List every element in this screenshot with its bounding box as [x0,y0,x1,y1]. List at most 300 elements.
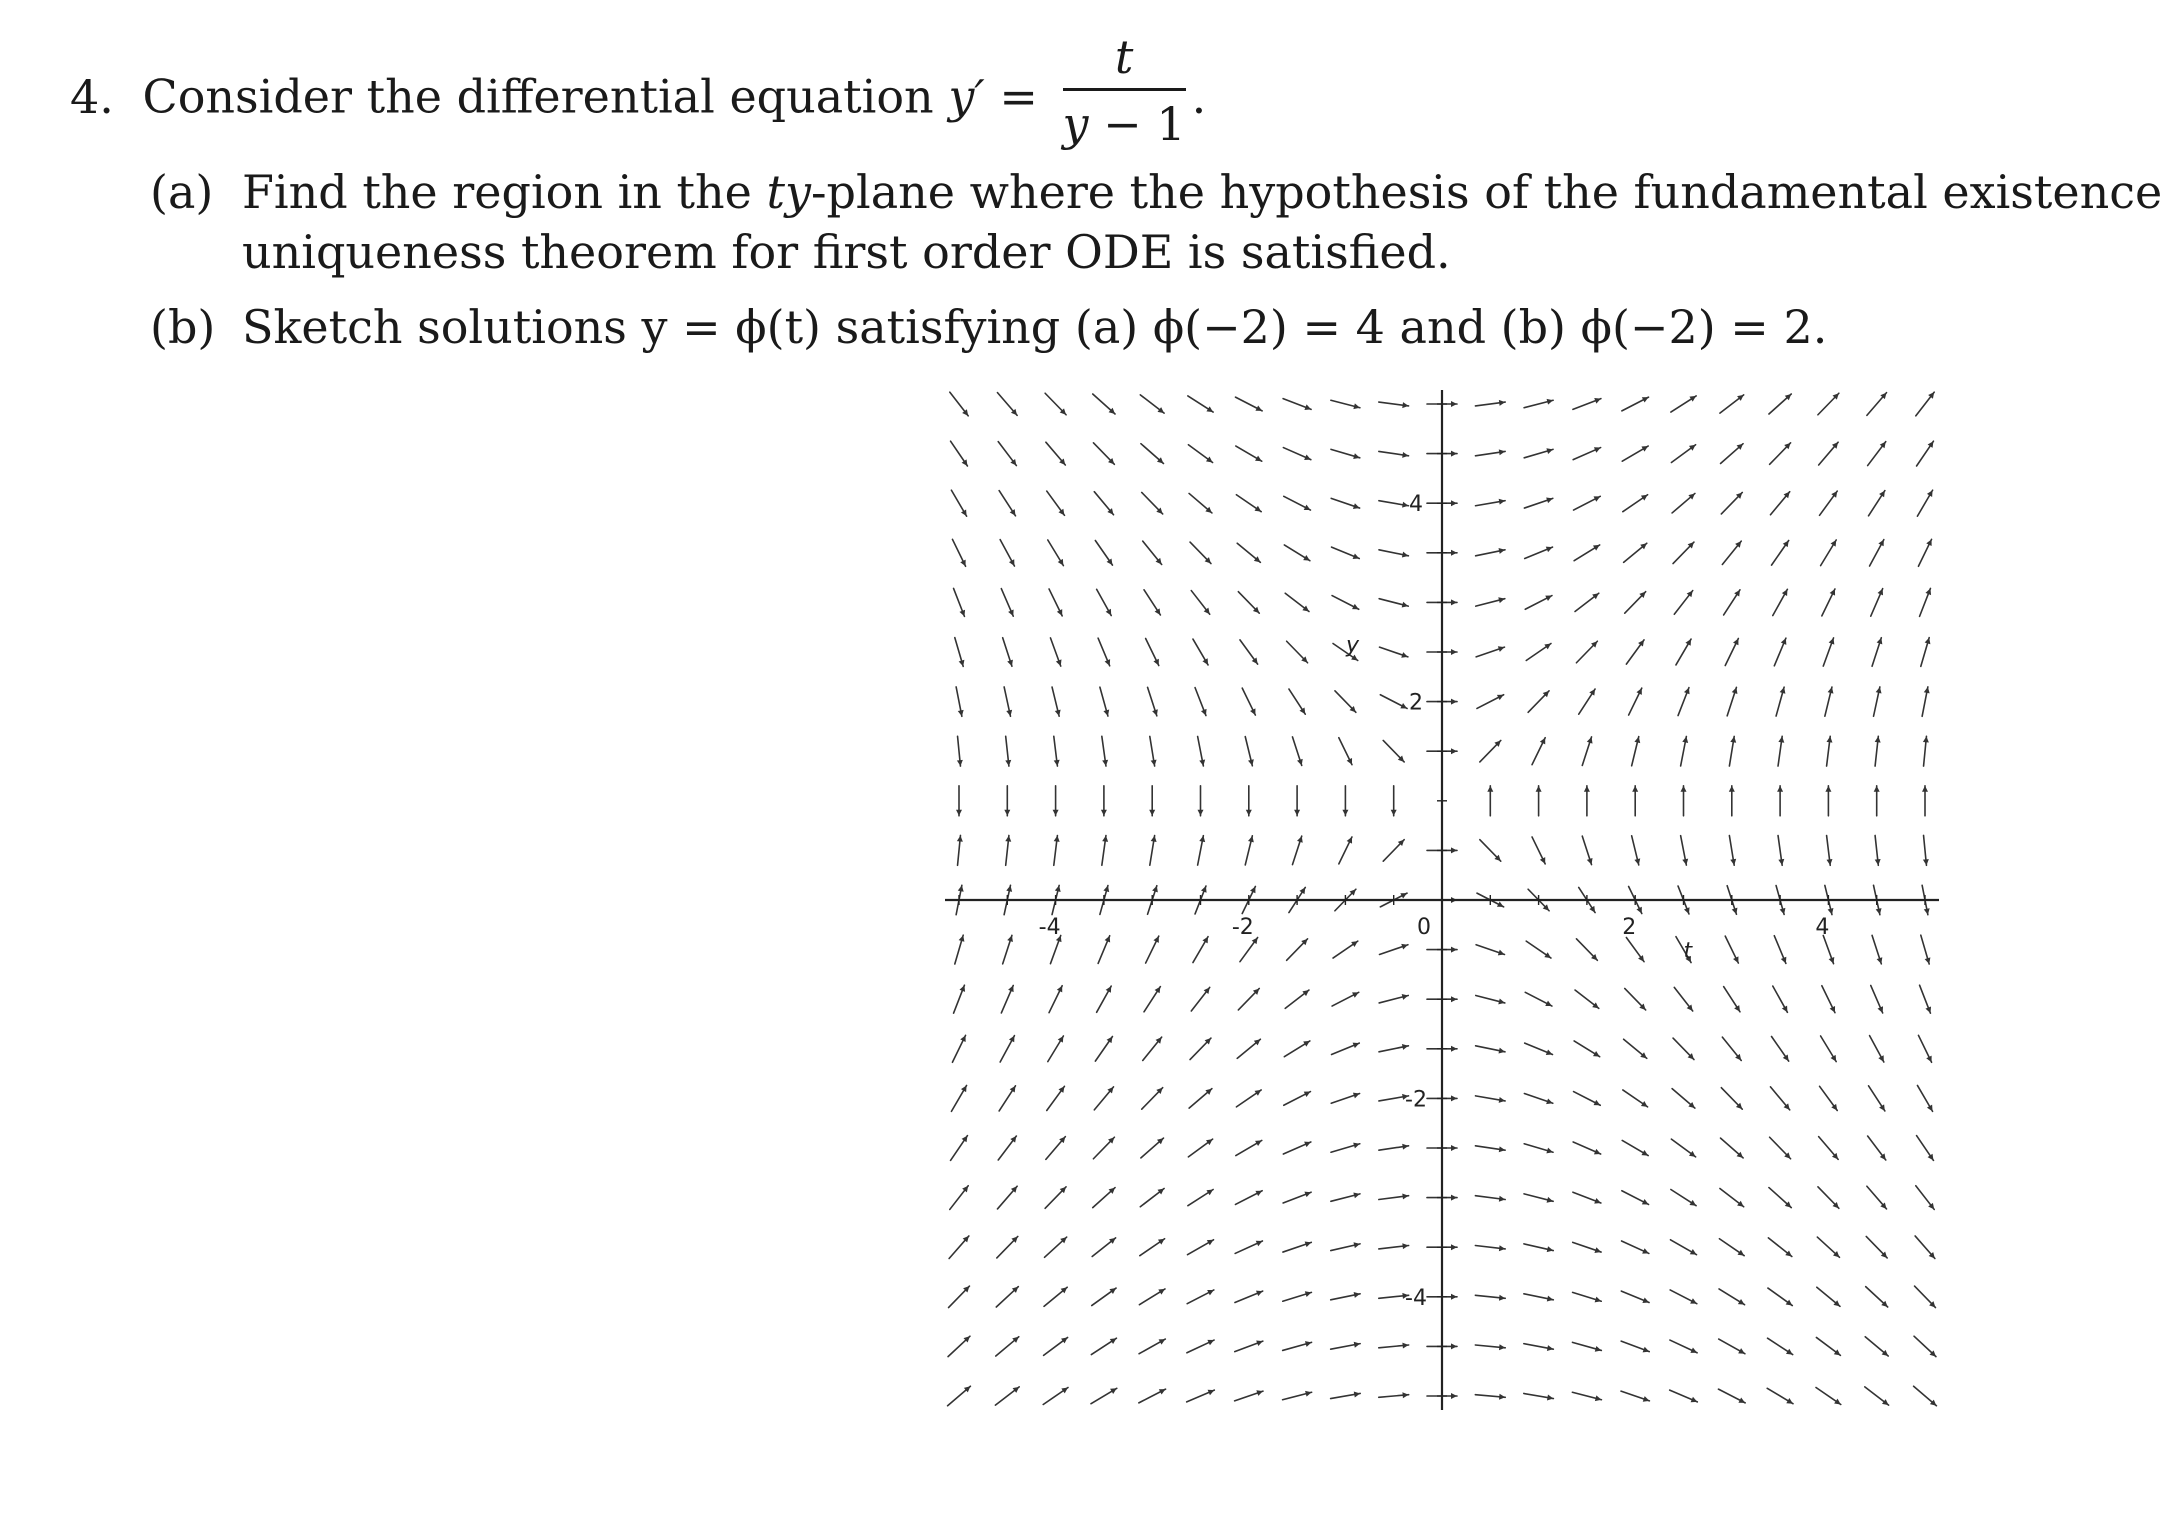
arrow-head [1451,1046,1457,1052]
slope-arrow [1331,449,1360,459]
slope-arrow [1524,399,1553,408]
slope-arrow [1094,492,1113,515]
slope-arrow [1379,550,1408,558]
slope-arrow [1575,593,1599,611]
slope-arrow [1769,394,1791,414]
slope-arrow [1150,736,1157,766]
slope-arrow [1379,1193,1409,1199]
arrow-head [1876,908,1882,914]
t-tick-label: -4 [1038,915,1061,940]
arrow-head [1451,1343,1457,1349]
slope-arrow [1632,737,1641,766]
slope-arrow [1140,1239,1165,1256]
arrow-head [1451,500,1457,506]
arrow-head [1107,558,1113,565]
slope-arrow [1000,1036,1014,1062]
equation-numerator: t [1063,30,1186,91]
slope-arrow [1718,1389,1745,1403]
slope-arrow [1284,496,1311,510]
slope-arrow [1525,992,1552,1006]
denominator-variable: y [1062,97,1089,151]
slope-arrow [1528,691,1549,712]
slope-arrow [1719,1339,1745,1354]
arrow-head [1006,885,1012,891]
arrow-head [1923,859,1929,865]
slope-arrow [995,1387,1019,1405]
slope-arrow [1235,1241,1262,1254]
arrow-head [1149,810,1155,816]
slope-arrow [1093,443,1114,464]
slope-arrow [1044,1337,1068,1355]
arrow-head [1783,1054,1789,1061]
equation-denominator [1063,91,1186,151]
slope-arrow [1004,786,1010,816]
arrow-head [1451,451,1457,457]
slope-arrow [1524,1294,1553,1302]
equation-fraction [1063,30,1186,151]
slope-arrow [1865,1337,1888,1356]
slope-arrow [1674,987,1692,1011]
arrow-head [1546,497,1553,503]
slope-arrow [1046,442,1065,465]
slope-arrow [1049,589,1062,616]
slope-arrow [1820,491,1838,515]
slope-arrow [1380,695,1407,709]
arrow-head [1643,1396,1650,1402]
slope-arrow [1774,936,1786,964]
slope-arrow [1525,1043,1553,1055]
slope-arrow [1188,396,1213,412]
arrow-head [1402,1044,1408,1050]
slope-arrow [1052,687,1061,716]
arrow-head [1828,687,1834,694]
slope-arrow [1729,786,1735,816]
slope-arrow [1825,786,1831,816]
arrow-head [957,835,963,841]
slope-arrow [1283,1192,1311,1203]
slope-arrow [1331,1093,1359,1104]
slope-arrow [1237,543,1260,562]
slope-arrow [1768,1238,1791,1257]
axes [945,390,1939,1410]
slope-arrow [1092,1238,1115,1257]
slope-arrow [1245,836,1254,865]
slope-arrow [1284,1041,1310,1057]
part-a-text-before: Find the region in the [242,165,752,219]
slope-arrow [1005,736,1011,766]
slope-arrow [1475,1196,1505,1202]
slope-arrow [1091,1338,1116,1354]
slope-arrow [1524,1344,1553,1351]
slope-arrow [1524,448,1553,458]
slope-arrow [1045,1187,1066,1208]
slope-arrow [1822,589,1835,616]
slope-arrow [1870,540,1884,566]
slope-arrow [1240,937,1258,961]
arrow-head [1877,638,1883,645]
slope-arrow [1576,939,1597,960]
arrow-head [1451,1294,1457,1300]
slope-arrow [1235,1390,1263,1401]
slope-arrow [1624,1039,1647,1058]
slope-arrow [1574,545,1600,561]
slope-arrow [1235,1340,1263,1351]
slope-arrow [1874,687,1882,716]
slope-arrow [1768,1338,1793,1354]
slope-arrow [1190,1038,1211,1059]
t-tick-label: 4 [1815,915,1830,940]
arrow-head [1451,1095,1457,1101]
slope-arrow [1724,987,1740,1012]
arrow-head [1451,649,1457,655]
slope-arrow [1917,490,1932,516]
slope-arrow [1866,1287,1888,1307]
slope-arrow [1046,1137,1065,1160]
slope-arrow [1001,985,1013,1013]
slope-arrow [1632,786,1638,816]
slope-arrow [1331,1192,1360,1201]
arrow-head [1451,1195,1457,1201]
slope-arrow [1875,736,1881,766]
arrow-head [1594,1247,1601,1253]
arrow-head [1547,1246,1554,1252]
slope-arrow [1292,737,1302,766]
slope-arrow [1476,597,1505,606]
slope-arrow [954,985,966,1013]
slope-arrow [1092,1288,1116,1306]
slope-arrow [955,638,965,667]
slope-arrow [1769,1188,1791,1208]
arrow-head [1451,1145,1457,1151]
slope-arrow [1532,837,1545,864]
slope-arrow [1670,1340,1697,1353]
slope-arrow [1045,1237,1067,1257]
slope-arrow [1819,442,1838,465]
slope-arrow [1043,1388,1068,1405]
arrow-head [1547,1395,1553,1401]
slope-arrow [1150,836,1157,866]
slope-arrow [1821,540,1837,566]
slope-arrow [1729,836,1736,866]
slope-arrow [1670,1390,1698,1402]
arrow-head [1634,737,1640,744]
slope-arrow [956,786,962,816]
part-b-text: Sketch solutions y = ϕ(t) satisfying (a) ϕ(−2) = 4 and (b) ϕ(−2) = 2. [242,300,1828,354]
slope-arrow [1294,786,1300,816]
arrow-head [1451,599,1457,605]
slope-arrow [1823,638,1834,666]
slope-arrow [1574,1041,1600,1057]
slope-arrow [1778,836,1784,866]
arrow-head [1451,947,1457,953]
slope-arrow [954,588,966,616]
slope-arrow [1236,1090,1261,1107]
slope-arrow [1332,547,1360,559]
arrow-head [1828,908,1834,915]
arrow-head [1632,786,1638,792]
slope-arrow [1149,786,1155,816]
slope-arrow [1670,1240,1696,1255]
slope-arrow [1524,1194,1553,1203]
arrow-head [1055,885,1061,892]
slope-arrow [1142,492,1163,513]
arrow-head [1499,1048,1505,1054]
slope-arrow [1865,1387,1889,1405]
slope-arrow [1379,599,1408,608]
slope-arrow [1187,1240,1213,1255]
slope-arrow [1101,786,1107,816]
arrow-head [1786,1300,1793,1306]
y-tick-label: 4 [1409,492,1423,518]
arrow-head [1199,836,1205,842]
slope-arrow [1001,589,1013,617]
slope-arrow [1579,689,1595,714]
slope-arrow [1632,836,1641,865]
arrow-head [1402,552,1408,558]
arrow-head [1587,737,1593,744]
slope-arrow [1189,1089,1212,1109]
slope-arrow [1722,541,1741,564]
arrow-head [1682,736,1688,742]
arrow-head [1499,1394,1505,1400]
slope-arrow [1920,588,1932,616]
slope-arrow [1572,1392,1601,1401]
slope-arrow [1236,495,1261,512]
arrow-head [1354,1292,1360,1298]
slope-arrow [1284,545,1310,561]
slope-arrow [1331,1392,1361,1399]
slope-arrow [1148,687,1158,716]
slope-arrow [1240,640,1258,664]
slope-arrow [1923,835,1929,865]
slope-arrow [1922,687,1930,716]
slope-arrow [1335,691,1356,712]
slope-arrow [1187,1290,1214,1304]
slope-arrow [951,1136,968,1161]
arrow-head [1152,709,1158,716]
slope-arrow [1047,1086,1065,1110]
slope-arrow [1916,1186,1934,1210]
slope-arrow [1629,688,1642,715]
slope-arrow [948,1386,971,1406]
slope-arrow [1772,540,1789,565]
slope-arrow [1725,936,1738,963]
slope-arrow [1725,639,1738,666]
direction-field-plot [945,390,1939,1410]
slope-arrow [998,1136,1016,1160]
y-tick-label: 2 [1409,690,1423,716]
problem-number: 4. [70,69,114,124]
slope-arrow [1921,638,1931,667]
slope-arrow [1091,1388,1117,1403]
slope-arrow [1331,1242,1360,1250]
arrow-head [1547,1296,1553,1302]
slope-arrow [1476,1046,1505,1054]
direction-field-figure [945,390,1939,1410]
slope-arrow [1289,689,1305,714]
slope-arrow [1333,941,1358,958]
slope-arrow [1914,1386,1937,1406]
slope-arrow [997,1236,1018,1257]
arrow-head [1499,1097,1505,1103]
slope-arrow [1827,736,1833,766]
slope-arrow [1727,687,1737,716]
slope-arrow [1773,986,1788,1012]
arrow-head [1152,886,1158,893]
slope-arrow [1339,837,1352,864]
part-b [150,300,1827,354]
arrow-head [1499,548,1505,554]
slope-arrow [1623,495,1648,512]
slope-arrow [1525,547,1553,559]
arrow-head [1401,944,1408,950]
slope-arrow [1391,786,1397,816]
slope-arrow [1720,395,1744,413]
t-tick-label: 0 [1417,915,1431,940]
slope-arrow [1480,840,1501,861]
equation-lhs: y′ = [948,69,1038,124]
slope-arrow [1920,985,1932,1013]
slope-arrow [1777,786,1783,816]
part-b-label: (b) [150,300,216,354]
arrow-head [1451,699,1457,705]
arrow-head [1451,1244,1457,1250]
arrow-head [1876,687,1882,693]
slope-arrow [1198,736,1206,765]
slope-arrow [1573,1142,1600,1154]
arrow-head [1256,1390,1263,1396]
slope-arrow [1625,988,1646,1009]
slope-arrow [1144,987,1160,1012]
slope-arrow [1770,1137,1791,1158]
slope-arrow [1475,449,1505,455]
slope-arrow [1773,589,1788,615]
slope-arrow [1475,1394,1505,1400]
slope-arrow [1189,493,1212,513]
slope-arrow [1722,1037,1741,1060]
slope-arrow [1236,446,1262,461]
slope-arrow [1141,444,1164,464]
slope-arrow [1098,936,1110,964]
slope-arrow [1817,1287,1840,1306]
slope-arrow [1102,836,1108,866]
slope-arrow [1383,840,1404,861]
slope-arrow [996,1337,1019,1356]
arrow-head [1487,786,1493,792]
slope-arrow [1573,1242,1601,1253]
slope-arrow [1198,836,1206,865]
slope-arrow [1093,1188,1115,1208]
slope-arrow [1622,1241,1649,1254]
slope-arrow [1574,496,1601,510]
slope-arrow [1379,451,1409,457]
slope-arrow [1915,1286,1936,1307]
part-a-text-after: -plane where the hypothesis of the fundamental existence [811,165,2162,219]
problem-statement [70,30,1207,161]
slope-arrow [1524,1244,1553,1252]
slope-arrow [951,490,966,516]
slope-arrow [1922,786,1928,816]
slope-arrow [1719,1289,1745,1305]
arrow-head [1729,786,1735,792]
slope-arrow [1866,1236,1887,1257]
arrow-head [1246,810,1252,816]
slope-arrow [1097,589,1112,615]
arrow-head [1354,1392,1360,1398]
slope-arrow [1573,398,1601,409]
slope-arrow [951,1085,966,1111]
slope-arrow [1379,994,1408,1003]
slope-arrow [1827,836,1833,866]
slope-arrow [1915,1236,1935,1259]
slope-arrow [1778,736,1784,766]
arrow-head [1199,759,1205,765]
slope-arrow [1768,1288,1792,1306]
slope-arrow [1719,1239,1744,1256]
arrow-head [1297,759,1303,766]
slope-arrow [1141,1138,1164,1158]
slope-arrow [1576,641,1597,662]
slope-arrow [956,687,964,716]
slope-arrow [1923,736,1929,766]
slope-arrow [1476,499,1506,506]
arrow-head [1924,687,1930,693]
slope-arrow [1045,393,1066,414]
arrow-head [1007,935,1013,942]
slope-arrow [1054,736,1060,766]
slope-arrow [1818,393,1839,414]
arrow-head [1354,1242,1361,1248]
slope-arrow [1379,402,1409,408]
slope-arrow [1005,835,1011,865]
slope-arrow [1819,1137,1838,1160]
slope-arrow [1049,986,1062,1013]
slope-arrow [1380,647,1408,658]
slope-arrow [1048,540,1064,566]
slope-arrow [1672,1089,1695,1109]
slope-arrow [1582,737,1592,766]
slope-arrow [997,393,1017,416]
slope-arrow [1379,1044,1408,1052]
slope-arrow [1004,687,1012,716]
slope-arrow [1870,1036,1884,1062]
arrow-head [1498,646,1505,652]
arrow-head [1402,1343,1408,1349]
arrow-head [1783,540,1789,547]
arrow-head [1682,859,1688,865]
arrow-head [1874,786,1880,792]
slope-arrow [1331,1143,1360,1153]
slope-arrow [1671,1139,1695,1157]
slope-arrow [1476,646,1504,657]
arrow-head [1198,810,1204,816]
slope-arrow [1193,639,1208,665]
part-a-label: (a) [150,165,214,219]
slope-arrow [1193,937,1208,963]
slope-arrow [1379,1243,1409,1249]
slope-arrow [1283,1142,1310,1154]
slope-arrow [1875,835,1881,865]
slope-arrow [1681,736,1689,765]
slope-arrow [1097,986,1112,1012]
y-tick-label: -2 [1405,1087,1427,1113]
slope-arrow [1874,786,1880,816]
slope-arrow [1671,445,1695,463]
arrow-head [1055,710,1061,717]
slope-arrow [952,539,965,566]
slope-arrow [1195,688,1207,716]
slope-arrow [1624,543,1647,562]
